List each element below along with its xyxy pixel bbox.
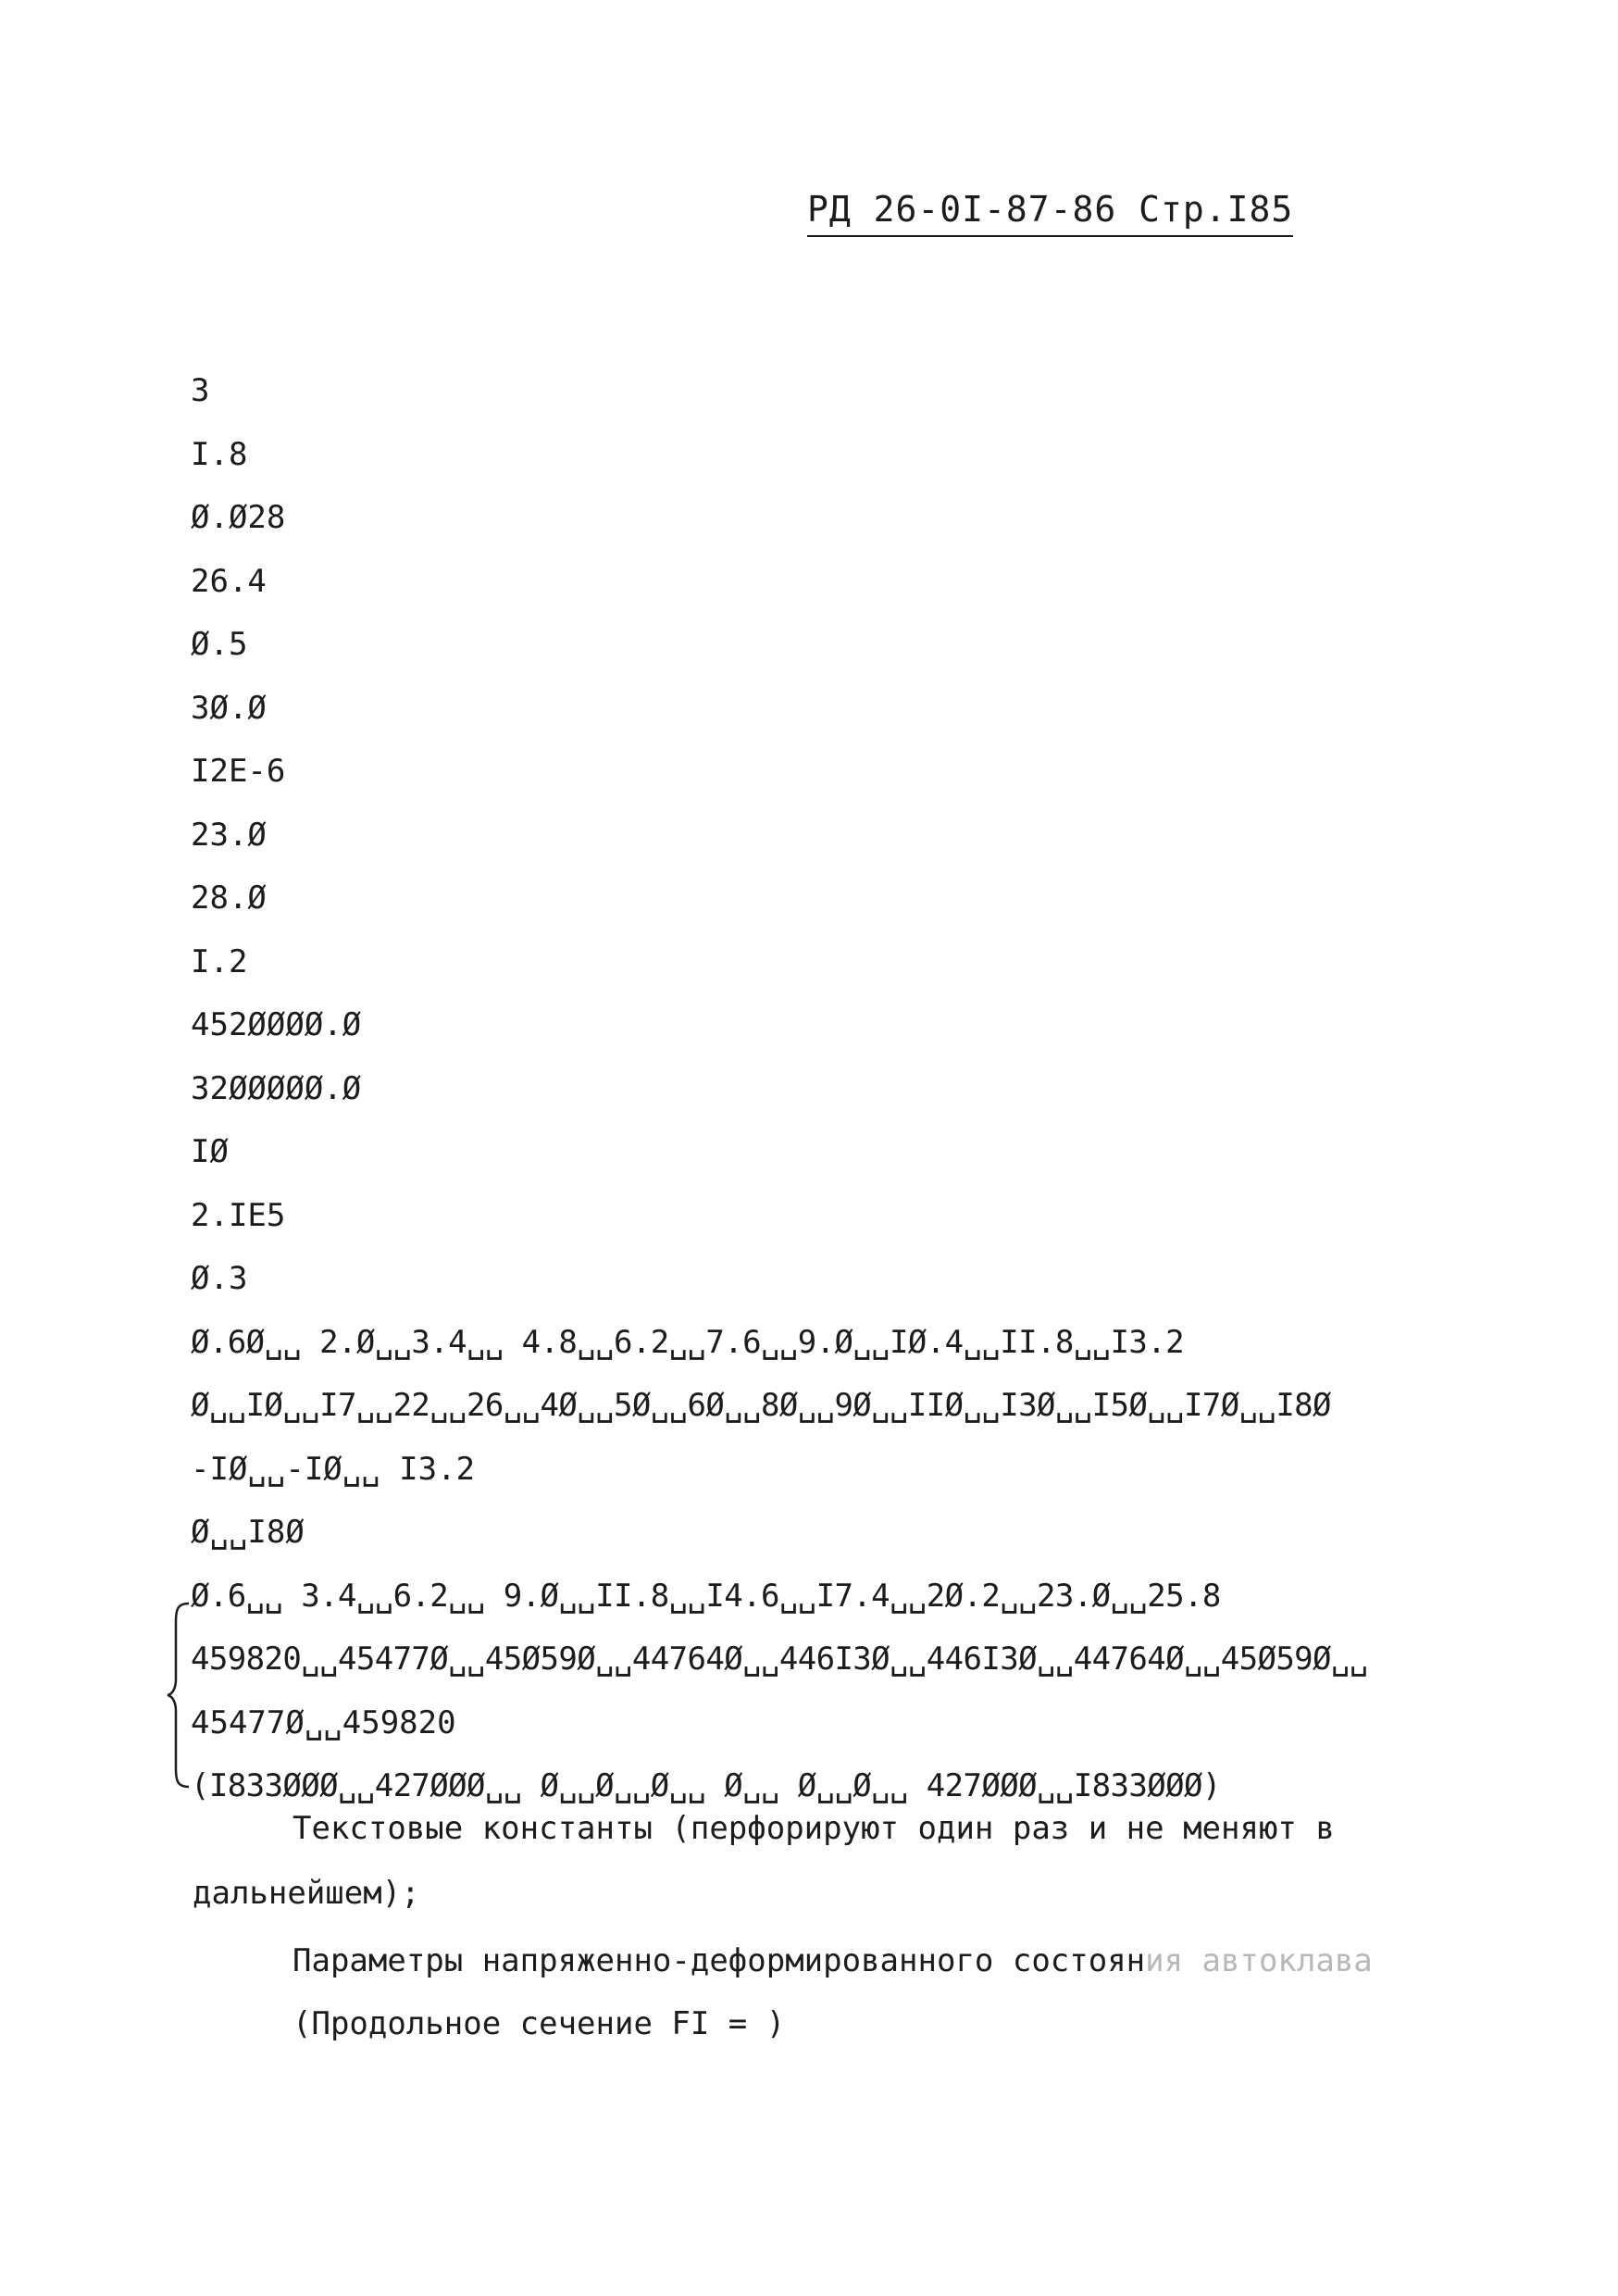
data-line: IØ [191,1133,229,1170]
data-line: 23.Ø [191,816,267,854]
parameters-line [292,1942,1373,1980]
data-line: 3Ø.Ø [191,689,267,727]
data-line: I.8 [191,435,248,473]
data-line: Ø.5 [191,626,248,663]
data-line: 26.4 [191,562,267,600]
data-line: Ø.6Ø␣␣ 2.Ø␣␣3.4␣␣ 4.8␣␣6.2␣␣7.6␣␣9.Ø␣␣IØ.4␣␣II.8␣␣I3.2 [191,1323,1184,1361]
data-line: 3 [191,372,210,409]
data-lines [191,359,1524,1818]
data-line: (I833ØØØ␣␣427ØØØ␣␣ Ø␣␣Ø␣␣Ø␣␣ Ø␣␣ Ø␣␣Ø␣␣ 427ØØØ␣␣I833ØØØ) [191,1767,1221,1804]
text-constants-paragraph: Текстовые константы (перфорируют один раз и не меняют в [292,1810,1335,1847]
parameters-text: Параметры напряженно-деформированного состоян [292,1942,1146,1979]
data-line: 2.IE5 [191,1196,286,1234]
data-line: Ø.6␣␣ 3.4␣␣6.2␣␣ 9.Ø␣␣II.8␣␣I4.6␣␣I7.4␣␣2Ø.2␣␣23.Ø␣␣25.8 [191,1577,1221,1615]
page-header: РД 26-0I-87-86 Стр.I85 [807,191,1293,237]
data-line: Ø␣␣IØ␣␣I7␣␣22␣␣26␣␣4Ø␣␣5Ø␣␣6Ø␣␣8Ø␣␣9Ø␣␣IIØ␣␣I3Ø␣␣I5Ø␣␣I7Ø␣␣I8Ø [191,1387,1331,1424]
data-line: -IØ␣␣-IØ␣␣ I3.2 [191,1450,476,1488]
data-line: 452ØØØØ.Ø [191,1006,362,1043]
data-line: 32ØØØØØ.Ø [191,1069,362,1107]
parameters-faded-text: ия автоклава [1145,1942,1373,1979]
data-line: Ø.Ø28 [191,499,286,536]
data-line: I.2 [191,942,248,980]
data-line: 45477Ø␣␣459820 [191,1703,456,1741]
data-line: 28.Ø [191,880,267,917]
data-line: Ø␣␣I8Ø [191,1514,305,1551]
data-line: 459820␣␣45477Ø␣␣45Ø59Ø␣␣44764Ø␣␣446I3Ø␣␣446I3Ø␣␣44764Ø␣␣45Ø59Ø␣␣ [191,1641,1368,1678]
data-line: I2E-6 [191,753,286,790]
text-constants-continuation: дальнейшем); [193,1875,420,1912]
section-line: (Продольное сечение FI = ) [292,2005,786,2042]
curly-brace-icon [165,1600,193,1791]
data-line: Ø.3 [191,1260,248,1297]
